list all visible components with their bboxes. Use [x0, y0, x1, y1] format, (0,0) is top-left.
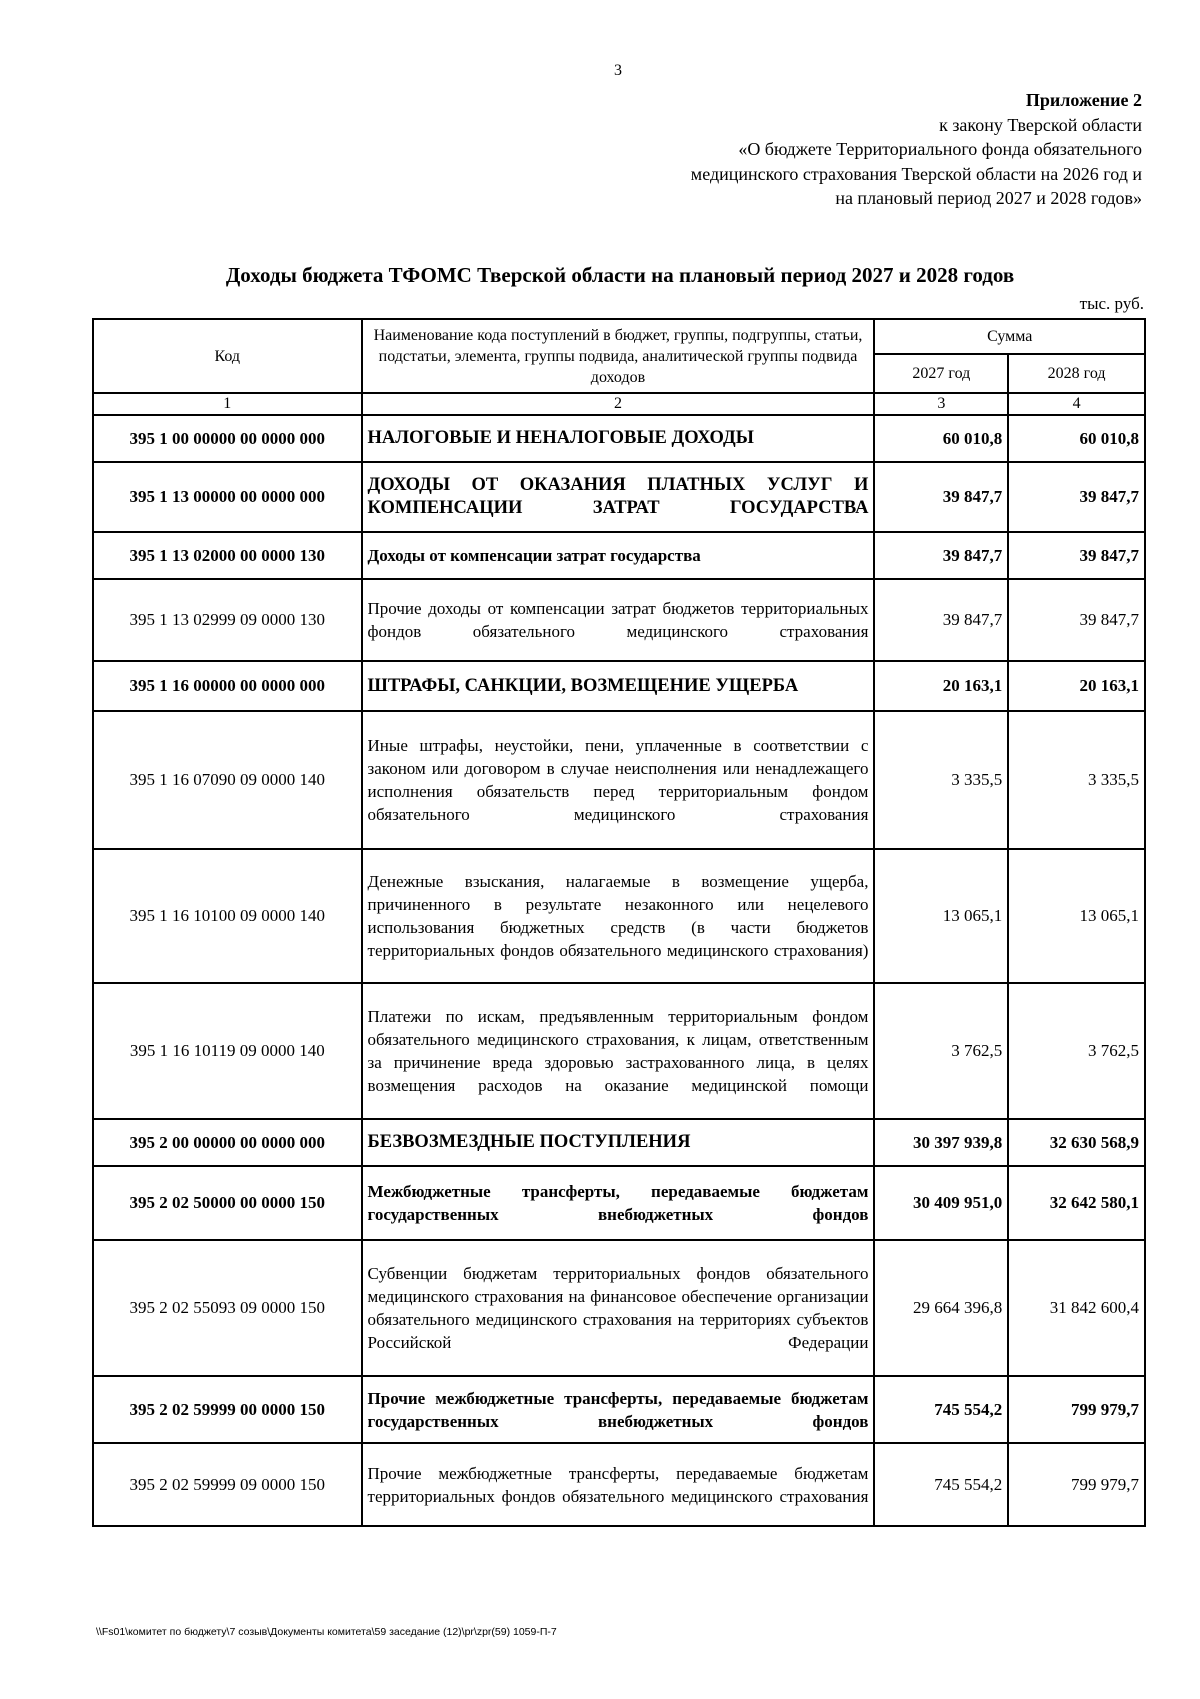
row-amount-2028: 39 847,7 — [1008, 462, 1145, 532]
footer-file-path: \\Fs01\комитет по бюджету\7 созыв\Документы комитета\59 заседание (12)\pr\zpr(59) 1059-П-7 — [96, 1626, 557, 1638]
row-amount-2027: 30 409 951,0 — [874, 1166, 1008, 1240]
row-amount-2028: 13 065,1 — [1008, 849, 1145, 983]
row-name: ШТРАФЫ, САНКЦИИ, ВОЗМЕЩЕНИЕ УЩЕРБА — [362, 661, 875, 711]
row-amount-2028: 31 842 600,4 — [1008, 1240, 1145, 1376]
row-code: 395 1 00 00000 00 0000 000 — [93, 415, 362, 462]
header-sum: Сумма — [874, 319, 1145, 354]
table-row — [93, 462, 1145, 532]
row-amount-2027: 13 065,1 — [874, 849, 1008, 983]
row-name: Иные штрафы, неустойки, пени, уплаченные в соответствии с законом или договором в случае неисполнения или ненадлежащего исполнения обязательств перед территориальным фондом обязательного медицинского страхования — [362, 711, 875, 849]
table-row — [93, 532, 1145, 579]
appendix-line: медицинского страхования Тверской области на 2026 год и — [690, 163, 1142, 184]
header-2028: 2028 год — [1008, 354, 1145, 393]
row-amount-2028: 32 642 580,1 — [1008, 1166, 1145, 1240]
row-code: 395 1 13 02000 00 0000 130 — [93, 532, 362, 579]
column-number: 4 — [1008, 393, 1145, 415]
table-row — [93, 1376, 1145, 1443]
row-name: Межбюджетные трансферты, передаваемые бюджетам государственных внебюджетных фондов — [362, 1166, 875, 1240]
row-amount-2027: 3 762,5 — [874, 983, 1008, 1119]
units-label: тыс. руб. — [1079, 294, 1144, 313]
row-code: 395 2 02 55093 09 0000 150 — [93, 1240, 362, 1376]
row-name: Прочие доходы от компенсации затрат бюджетов территориальных фондов обязательного медицинского страхования — [362, 579, 875, 661]
row-amount-2027: 39 847,7 — [874, 532, 1008, 579]
row-code: 395 1 13 02999 09 0000 130 — [93, 579, 362, 661]
row-amount-2027: 745 554,2 — [874, 1376, 1008, 1443]
table-row — [93, 1443, 1145, 1526]
header-name: Наименование кода поступлений в бюджет, группы, подгруппы, статьи, подстатьи, элемента, группы подвида, аналитической группы подвида доходов — [362, 319, 875, 393]
appendix-line: к закону Тверской области — [939, 114, 1142, 135]
table-row — [93, 661, 1145, 711]
row-name: Денежные взыскания, налагаемые в возмещение ущерба, причиненного в результате незаконного или нецелевого использования бюджетных средств (в части бюджетов территориальных фондов обязательного медицинского страхования) — [362, 849, 875, 983]
row-name: НАЛОГОВЫЕ И НЕНАЛОГОВЫЕ ДОХОДЫ — [362, 415, 875, 462]
row-name: ДОХОДЫ ОТ ОКАЗАНИЯ ПЛАТНЫХ УСЛУГ И КОМПЕНСАЦИИ ЗАТРАТ ГОСУДАРСТВА — [362, 462, 875, 532]
table-row — [93, 711, 1145, 849]
table-row — [93, 983, 1145, 1119]
income-table — [92, 318, 1146, 1527]
header-code: Код — [93, 319, 362, 393]
table-row — [93, 415, 1145, 462]
table-row — [93, 1240, 1145, 1376]
row-code: 395 1 16 07090 09 0000 140 — [93, 711, 362, 849]
row-amount-2027: 60 010,8 — [874, 415, 1008, 462]
row-amount-2028: 39 847,7 — [1008, 532, 1145, 579]
table-header-row — [93, 319, 1145, 354]
header-2027: 2027 год — [874, 354, 1008, 393]
row-amount-2027: 745 554,2 — [874, 1443, 1008, 1526]
appendix-title: Приложение 2 — [1025, 90, 1142, 110]
row-code: 395 1 16 10100 09 0000 140 — [93, 849, 362, 983]
appendix-line: «О бюджете Территориального фонда обязательного — [738, 139, 1142, 159]
page-number: 3 — [614, 62, 622, 79]
row-code: 395 2 02 59999 00 0000 150 — [93, 1376, 362, 1443]
row-amount-2028: 60 010,8 — [1008, 415, 1145, 462]
appendix-block — [582, 88, 1142, 211]
row-amount-2027: 20 163,1 — [874, 661, 1008, 711]
row-amount-2027: 30 397 939,8 — [874, 1119, 1008, 1166]
column-number: 1 — [93, 393, 362, 415]
table-row — [93, 1166, 1145, 1240]
row-amount-2028: 799 979,7 — [1008, 1376, 1145, 1443]
row-amount-2028: 39 847,7 — [1008, 579, 1145, 661]
row-amount-2028: 3 335,5 — [1008, 711, 1145, 849]
row-code: 395 1 16 10119 09 0000 140 — [93, 983, 362, 1119]
row-code: 395 1 13 00000 00 0000 000 — [93, 462, 362, 532]
row-amount-2027: 3 335,5 — [874, 711, 1008, 849]
row-amount-2027: 39 847,7 — [874, 579, 1008, 661]
table-row — [93, 849, 1145, 983]
row-code: 395 2 02 59999 09 0000 150 — [93, 1443, 362, 1526]
row-amount-2027: 29 664 396,8 — [874, 1240, 1008, 1376]
row-name: Платежи по искам, предъявленным территориальным фондом обязательного медицинского страхования, к лицам, ответственным за причинение вреда здоровью застрахованного лица, в целях возмещения расходов на оказание медицинской помощи — [362, 983, 875, 1119]
row-name: Субвенции бюджетам территориальных фондов обязательного медицинского страхования на финансовое обеспечение организации обязательного медицинского страхования на территориях субъектов Российской Федерации — [362, 1240, 875, 1376]
row-name: Доходы от компенсации затрат государства — [362, 532, 875, 579]
table-row — [93, 579, 1145, 661]
row-amount-2028: 3 762,5 — [1008, 983, 1145, 1119]
row-amount-2028: 799 979,7 — [1008, 1443, 1145, 1526]
row-amount-2027: 39 847,7 — [874, 462, 1008, 532]
appendix-line: на плановый период 2027 и 2028 годов» — [835, 188, 1142, 208]
column-number: 3 — [874, 393, 1008, 415]
row-code: 395 1 16 00000 00 0000 000 — [93, 661, 362, 711]
row-amount-2028: 20 163,1 — [1008, 661, 1145, 711]
row-name: Прочие межбюджетные трансферты, передаваемые бюджетам государственных внебюджетных фондов — [362, 1376, 875, 1443]
column-number-row — [93, 393, 1145, 415]
table-row — [93, 1119, 1145, 1166]
row-code: 395 2 02 50000 00 0000 150 — [93, 1166, 362, 1240]
column-number: 2 — [362, 393, 875, 415]
row-amount-2028: 32 630 568,9 — [1008, 1119, 1145, 1166]
row-code: 395 2 00 00000 00 0000 000 — [93, 1119, 362, 1166]
document-title: Доходы бюджета ТФОМС Тверской области на плановый период 2027 и 2028 годов — [225, 263, 1015, 287]
row-name: Прочие межбюджетные трансферты, передаваемые бюджетам территориальных фондов обязательного медицинского страхования — [362, 1443, 875, 1526]
row-name: БЕЗВОЗМЕЗДНЫЕ ПОСТУПЛЕНИЯ — [362, 1119, 875, 1166]
